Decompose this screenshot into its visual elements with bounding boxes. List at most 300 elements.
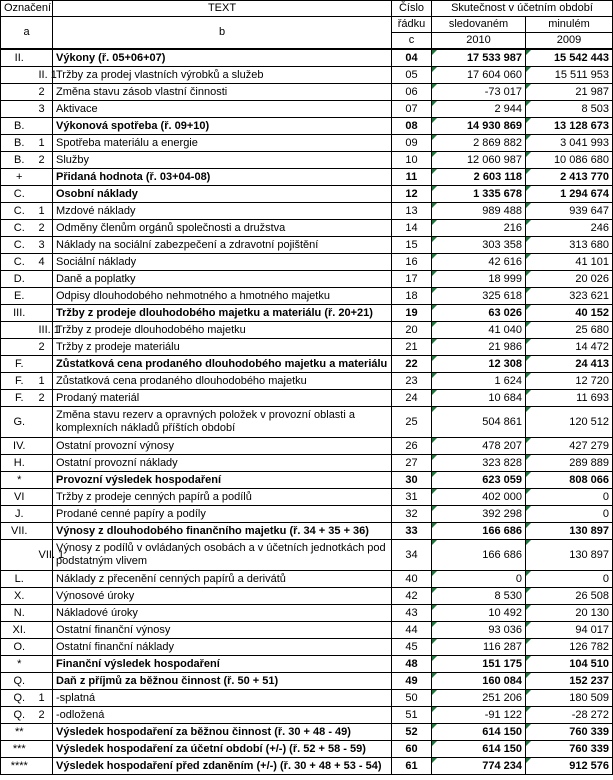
row-text: Tržby z prodeje dlouhodobého majetku	[53, 322, 392, 339]
row-text: Náklady z přecenění cenných papírů a derivátů	[53, 571, 392, 588]
row-current: 41 040	[432, 322, 526, 339]
row-subnumber: II. 1	[38, 67, 53, 84]
row-text: -splatná	[53, 690, 392, 707]
row-prior: 289 889	[526, 455, 613, 472]
row-prior: 25 680	[526, 322, 613, 339]
row-text: -odložená	[53, 707, 392, 724]
row-oznaceni: B.	[1, 152, 38, 169]
row-oznaceni: ***	[1, 741, 38, 758]
row-subnumber	[38, 186, 53, 203]
row-subnumber	[38, 49, 53, 67]
row-oznaceni: C.	[1, 237, 38, 254]
row-prior: 152 237	[526, 673, 613, 690]
row-cislo: 05	[392, 67, 432, 84]
row-current: 216	[432, 220, 526, 237]
row-oznaceni: B.	[1, 135, 38, 152]
row-prior: 14 472	[526, 339, 613, 356]
row-cislo: 19	[392, 305, 432, 322]
row-prior: 0	[526, 489, 613, 506]
row-subnumber	[38, 407, 53, 438]
row-current: 17 604 060	[432, 67, 526, 84]
row-cislo: 12	[392, 186, 432, 203]
row-cislo: 11	[392, 169, 432, 186]
header-year-prior: 2009	[526, 33, 613, 50]
row-current: 160 084	[432, 673, 526, 690]
row-oznaceni: C.	[1, 203, 38, 220]
table-row	[1, 339, 613, 356]
row-oznaceni: C.	[1, 254, 38, 271]
row-subnumber	[38, 605, 53, 622]
row-prior: 10 086 680	[526, 152, 613, 169]
table-row	[1, 390, 613, 407]
header-cislo-2: řádku	[392, 17, 432, 33]
row-subnumber	[38, 571, 53, 588]
row-current: 63 026	[432, 305, 526, 322]
table-row	[1, 186, 613, 203]
row-oznaceni: L.	[1, 571, 38, 588]
row-oznaceni	[1, 67, 38, 84]
row-prior: 313 680	[526, 237, 613, 254]
table-row	[1, 322, 613, 339]
table-row	[1, 254, 613, 271]
row-oznaceni: C.	[1, 186, 38, 203]
row-oznaceni	[1, 339, 38, 356]
table-row	[1, 169, 613, 186]
row-text: Osobní náklady	[53, 186, 392, 203]
row-text: Tržby z prodeje cenných papírů a podílů	[53, 489, 392, 506]
row-cislo: 30	[392, 472, 432, 489]
row-current: 323 828	[432, 455, 526, 472]
table-row	[1, 356, 613, 373]
row-prior: 939 647	[526, 203, 613, 220]
row-oznaceni: VI	[1, 489, 38, 506]
row-text: Výsledek hospodaření před zdaněním (+/-) (ř. 30 + 48 + 53 - 54)	[53, 758, 392, 775]
row-oznaceni: H.	[1, 455, 38, 472]
row-text: Odměny členům orgánů společnosti a družstva	[53, 220, 392, 237]
row-text: Prodaný materiál	[53, 390, 392, 407]
row-oznaceni: N.	[1, 605, 38, 622]
row-text: Změna stavu rezerv a opravných položek v provozní oblasti a komplexních nákladů příštích období	[53, 407, 392, 438]
row-current: 21 986	[432, 339, 526, 356]
row-current: 14 930 869	[432, 118, 526, 135]
row-oznaceni: VII.	[1, 523, 38, 540]
row-cislo: 43	[392, 605, 432, 622]
row-text: Spotřeba materiálu a energie	[53, 135, 392, 152]
row-cislo: 09	[392, 135, 432, 152]
row-text: Výkonová spotřeba (ř. 09+10)	[53, 118, 392, 135]
row-text: Zůstatková cena prodaného dlouhodobého majetku	[53, 373, 392, 390]
table-row	[1, 506, 613, 523]
row-cislo: 44	[392, 622, 432, 639]
table-row	[1, 758, 613, 775]
row-prior: 11 693	[526, 390, 613, 407]
row-subnumber: 2	[38, 152, 53, 169]
row-subnumber: 3	[38, 237, 53, 254]
row-subnumber	[38, 724, 53, 741]
row-text: Aktivace	[53, 101, 392, 118]
row-prior: 130 897	[526, 523, 613, 540]
row-prior: 2 413 770	[526, 169, 613, 186]
row-text: Výnosové úroky	[53, 588, 392, 605]
row-oznaceni: F.	[1, 356, 38, 373]
row-text: Výsledek hospodaření za účetní období (+/-) (ř. 52 + 58 - 59)	[53, 741, 392, 758]
row-text: Změna stavu zásob vlastní činnosti	[53, 84, 392, 101]
row-cislo: 22	[392, 356, 432, 373]
row-oznaceni: Q.	[1, 707, 38, 724]
row-text: Služby	[53, 152, 392, 169]
row-cislo: 10	[392, 152, 432, 169]
row-current: 2 603 118	[432, 169, 526, 186]
row-oznaceni: Q.	[1, 673, 38, 690]
table-row	[1, 707, 613, 724]
row-oznaceni	[1, 540, 38, 571]
row-cislo: 40	[392, 571, 432, 588]
row-cislo: 48	[392, 656, 432, 673]
row-prior: 3 041 993	[526, 135, 613, 152]
table-row	[1, 118, 613, 135]
table-row	[1, 571, 613, 588]
row-current: 0	[432, 571, 526, 588]
header-skutecnost: Skutečnost v účetním období	[432, 1, 613, 17]
row-cislo: 61	[392, 758, 432, 775]
header-row-2	[1, 17, 613, 33]
row-oznaceni: F.	[1, 390, 38, 407]
row-current: 325 618	[432, 288, 526, 305]
row-prior: 120 512	[526, 407, 613, 438]
header-sub-a: a	[1, 17, 53, 50]
row-subnumber	[38, 271, 53, 288]
row-oznaceni: ****	[1, 758, 38, 775]
table-row	[1, 271, 613, 288]
row-subnumber	[38, 356, 53, 373]
row-prior: 20 130	[526, 605, 613, 622]
row-current: 614 150	[432, 724, 526, 741]
table-row	[1, 84, 613, 101]
row-prior: 26 508	[526, 588, 613, 605]
row-oznaceni	[1, 84, 38, 101]
row-subnumber	[38, 305, 53, 322]
row-subnumber: 2	[38, 220, 53, 237]
row-text: Ostatní provozní náklady	[53, 455, 392, 472]
row-current: 12 308	[432, 356, 526, 373]
table-row	[1, 407, 613, 438]
row-prior: 24 413	[526, 356, 613, 373]
row-current: 392 298	[432, 506, 526, 523]
row-cislo: 27	[392, 455, 432, 472]
row-prior: 94 017	[526, 622, 613, 639]
row-current: 42 616	[432, 254, 526, 271]
row-subnumber	[38, 588, 53, 605]
row-subnumber	[38, 639, 53, 656]
row-subnumber	[38, 741, 53, 758]
header-oznaceni: Označení	[1, 1, 53, 17]
row-current: -91 122	[432, 707, 526, 724]
row-subnumber	[38, 489, 53, 506]
table-row	[1, 656, 613, 673]
row-prior: 8 503	[526, 101, 613, 118]
row-prior: 760 339	[526, 724, 613, 741]
row-subnumber: 3	[38, 101, 53, 118]
table-row	[1, 605, 613, 622]
row-oznaceni: O.	[1, 639, 38, 656]
row-prior: 246	[526, 220, 613, 237]
row-oznaceni	[1, 322, 38, 339]
row-subnumber	[38, 455, 53, 472]
row-prior: 130 897	[526, 540, 613, 571]
row-prior: 0	[526, 571, 613, 588]
row-prior: 126 782	[526, 639, 613, 656]
row-text: Mzdové náklady	[53, 203, 392, 220]
row-prior: 912 576	[526, 758, 613, 775]
row-oznaceni	[1, 101, 38, 118]
row-subnumber	[38, 169, 53, 186]
row-prior: -28 272	[526, 707, 613, 724]
row-cislo: 16	[392, 254, 432, 271]
row-cislo: 50	[392, 690, 432, 707]
row-current: 478 207	[432, 438, 526, 455]
row-cislo: 18	[392, 288, 432, 305]
row-subnumber	[38, 472, 53, 489]
row-subnumber	[38, 758, 53, 775]
table-row	[1, 724, 613, 741]
table-row	[1, 220, 613, 237]
table-row	[1, 288, 613, 305]
table-row	[1, 489, 613, 506]
row-prior: 323 621	[526, 288, 613, 305]
row-cislo: 14	[392, 220, 432, 237]
header-row-1	[1, 1, 613, 17]
row-current: 151 175	[432, 656, 526, 673]
row-current: 303 358	[432, 237, 526, 254]
header-sub-c: c	[392, 33, 432, 50]
row-current: 93 036	[432, 622, 526, 639]
row-subnumber: 1	[38, 203, 53, 220]
row-subnumber: 2	[38, 339, 53, 356]
row-current: 2 944	[432, 101, 526, 118]
table-row	[1, 622, 613, 639]
row-cislo: 34	[392, 540, 432, 571]
row-current: 8 530	[432, 588, 526, 605]
row-oznaceni: F.	[1, 373, 38, 390]
row-subnumber	[38, 622, 53, 639]
row-prior: 180 509	[526, 690, 613, 707]
row-cislo: 60	[392, 741, 432, 758]
row-text: Ostatní provozní výnosy	[53, 438, 392, 455]
row-cislo: 20	[392, 322, 432, 339]
table-row	[1, 373, 613, 390]
table-row	[1, 203, 613, 220]
table-row	[1, 49, 613, 67]
row-oznaceni: Q.	[1, 690, 38, 707]
row-prior: 20 026	[526, 271, 613, 288]
row-cislo: 31	[392, 489, 432, 506]
row-text: Finanční výsledek hospodaření	[53, 656, 392, 673]
row-cislo: 07	[392, 101, 432, 118]
row-text: Nákladové úroky	[53, 605, 392, 622]
table-row	[1, 101, 613, 118]
row-cislo: 08	[392, 118, 432, 135]
row-cislo: 42	[392, 588, 432, 605]
row-oznaceni: *	[1, 656, 38, 673]
row-current: 166 686	[432, 523, 526, 540]
row-oznaceni: *	[1, 472, 38, 489]
row-oznaceni: X.	[1, 588, 38, 605]
row-text: Prodané cenné papíry a podíly	[53, 506, 392, 523]
row-current: 10 492	[432, 605, 526, 622]
table-row	[1, 741, 613, 758]
row-subnumber: III. 1	[38, 322, 53, 339]
row-oznaceni: +	[1, 169, 38, 186]
row-current: 989 488	[432, 203, 526, 220]
row-text: Výsledek hospodaření za běžnou činnost (ř. 30 + 48 - 49)	[53, 724, 392, 741]
row-cislo: 24	[392, 390, 432, 407]
row-subnumber: 2	[38, 707, 53, 724]
row-oznaceni: **	[1, 724, 38, 741]
row-prior: 40 152	[526, 305, 613, 322]
row-subnumber: VII. 1	[38, 540, 53, 571]
row-subnumber	[38, 506, 53, 523]
table-row	[1, 540, 613, 571]
header-year-current: 2010	[432, 33, 526, 50]
row-current: 774 234	[432, 758, 526, 775]
row-oznaceni: G.	[1, 407, 38, 438]
header-text: TEXT	[53, 1, 392, 17]
row-cislo: 25	[392, 407, 432, 438]
row-subnumber	[38, 438, 53, 455]
header-cislo-1: Číslo	[392, 1, 432, 17]
row-oznaceni: E.	[1, 288, 38, 305]
row-prior: 427 279	[526, 438, 613, 455]
row-cislo: 13	[392, 203, 432, 220]
row-subnumber	[38, 523, 53, 540]
table-row	[1, 152, 613, 169]
row-subnumber: 1	[38, 373, 53, 390]
row-subnumber: 2	[38, 84, 53, 101]
row-subnumber: 2	[38, 390, 53, 407]
row-text: Daň z příjmů za běžnou činnost (ř. 50 + 51)	[53, 673, 392, 690]
row-text: Sociální náklady	[53, 254, 392, 271]
row-text: Náklady na sociální zabezpečení a zdravotní pojištění	[53, 237, 392, 254]
header-sub-b: b	[53, 17, 392, 50]
table-row	[1, 673, 613, 690]
row-prior: 41 101	[526, 254, 613, 271]
row-text: Tržby za prodej vlastních výrobků a služeb	[53, 67, 392, 84]
row-current: 623 059	[432, 472, 526, 489]
row-subnumber	[38, 656, 53, 673]
row-prior: 1 294 674	[526, 186, 613, 203]
row-oznaceni: XI.	[1, 622, 38, 639]
row-prior: 21 987	[526, 84, 613, 101]
header-minulem: minulém	[526, 17, 613, 33]
table-row	[1, 472, 613, 489]
row-current: 251 206	[432, 690, 526, 707]
row-current: 18 999	[432, 271, 526, 288]
row-prior: 104 510	[526, 656, 613, 673]
row-oznaceni: D.	[1, 271, 38, 288]
row-cislo: 04	[392, 49, 432, 67]
row-cislo: 52	[392, 724, 432, 741]
row-cislo: 15	[392, 237, 432, 254]
row-cislo: 51	[392, 707, 432, 724]
table-row	[1, 237, 613, 254]
row-subnumber	[38, 673, 53, 690]
row-text: Výnosy z dlouhodobého finančního majetku (ř. 34 + 35 + 36)	[53, 523, 392, 540]
row-oznaceni: C.	[1, 220, 38, 237]
row-text: Odpisy dlouhodobého nehmotného a hmotného majetku	[53, 288, 392, 305]
row-cislo: 06	[392, 84, 432, 101]
row-prior: 15 511 953	[526, 67, 613, 84]
row-subnumber: 1	[38, 135, 53, 152]
row-text: Přidaná hodnota (ř. 03+04-08)	[53, 169, 392, 186]
row-cislo: 17	[392, 271, 432, 288]
table-row	[1, 690, 613, 707]
row-current: 166 686	[432, 540, 526, 571]
row-prior: 0	[526, 506, 613, 523]
row-current: 504 861	[432, 407, 526, 438]
row-prior: 12 720	[526, 373, 613, 390]
row-oznaceni: J.	[1, 506, 38, 523]
table-row	[1, 135, 613, 152]
table-row	[1, 305, 613, 322]
table-row	[1, 588, 613, 605]
row-text: Výnosy z podílů v ovládaných osobách a v účetních jednotkách pod podstatným vlivem	[53, 540, 392, 571]
row-current: 17 533 987	[432, 49, 526, 67]
row-prior: 15 542 443	[526, 49, 613, 67]
row-subnumber: 4	[38, 254, 53, 271]
row-current: 614 150	[432, 741, 526, 758]
row-cislo: 32	[392, 506, 432, 523]
row-subnumber	[38, 288, 53, 305]
row-subnumber: 1	[38, 690, 53, 707]
row-subnumber	[38, 118, 53, 135]
table-row	[1, 67, 613, 84]
row-text: Ostatní finanční výnosy	[53, 622, 392, 639]
row-text: Provozní výsledek hospodaření	[53, 472, 392, 489]
row-oznaceni: II.	[1, 49, 38, 67]
row-current: 10 684	[432, 390, 526, 407]
row-current: 1 624	[432, 373, 526, 390]
row-text: Tržby z prodeje materiálu	[53, 339, 392, 356]
row-text: Výkony (ř. 05+06+07)	[53, 49, 392, 67]
row-cislo: 21	[392, 339, 432, 356]
table-row	[1, 639, 613, 656]
row-prior: 760 339	[526, 741, 613, 758]
row-current: -73 017	[432, 84, 526, 101]
row-text: Daně a poplatky	[53, 271, 392, 288]
row-oznaceni: III.	[1, 305, 38, 322]
row-current: 1 335 678	[432, 186, 526, 203]
row-cislo: 45	[392, 639, 432, 656]
row-current: 2 869 882	[432, 135, 526, 152]
table-row	[1, 523, 613, 540]
row-current: 402 000	[432, 489, 526, 506]
row-cislo: 33	[392, 523, 432, 540]
row-current: 12 060 987	[432, 152, 526, 169]
row-cislo: 26	[392, 438, 432, 455]
row-current: 116 287	[432, 639, 526, 656]
row-text: Tržby z prodeje dlouhodobého majetku a materiálu (ř. 20+21)	[53, 305, 392, 322]
header-sledovanem: sledovaném	[432, 17, 526, 33]
row-prior: 808 066	[526, 472, 613, 489]
row-oznaceni: B.	[1, 118, 38, 135]
row-prior: 13 128 673	[526, 118, 613, 135]
row-oznaceni: IV.	[1, 438, 38, 455]
table-row	[1, 455, 613, 472]
row-cislo: 23	[392, 373, 432, 390]
row-cislo: 49	[392, 673, 432, 690]
row-text: Zůstatková cena prodaného dlouhodobého majetku a materiálu	[53, 356, 392, 373]
table-row	[1, 438, 613, 455]
